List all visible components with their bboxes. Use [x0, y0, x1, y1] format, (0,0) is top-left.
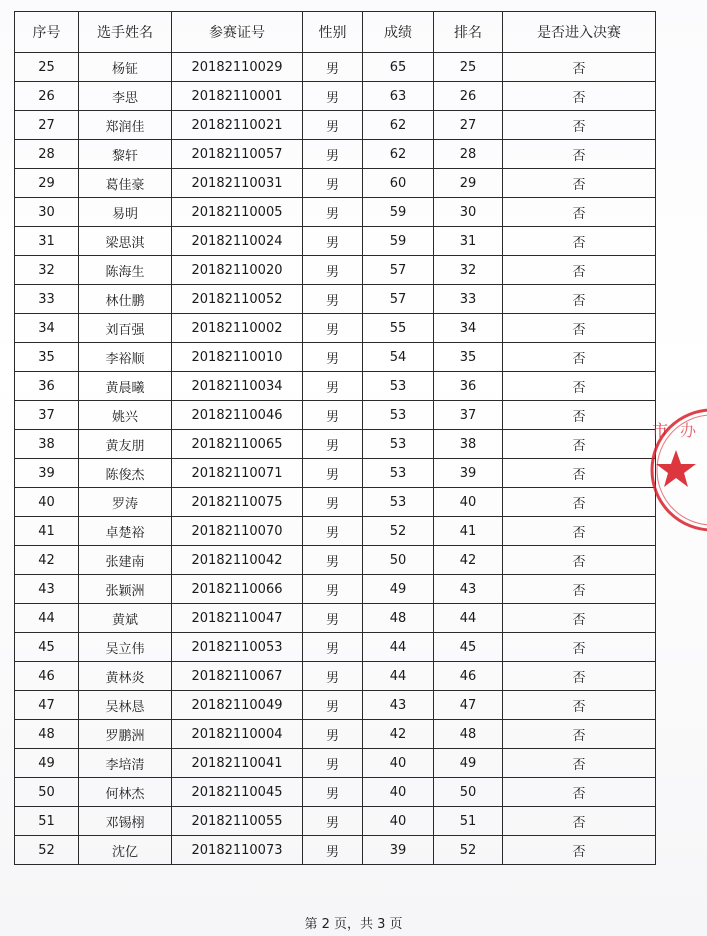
- cell-col-rank: 48: [434, 720, 503, 749]
- cell-col-index: 35: [15, 343, 79, 372]
- cell-col-score: 52: [363, 517, 434, 546]
- cell-col-final: 否: [503, 662, 656, 691]
- table-row: [15, 82, 656, 111]
- cell-col-id: 20182110053: [172, 633, 303, 662]
- cell-col-gender: 男: [303, 227, 363, 256]
- cell-col-rank: 52: [434, 836, 503, 865]
- cell-col-index: 33: [15, 285, 79, 314]
- cell-col-name: 陈海生: [79, 256, 172, 285]
- cell-col-name: 吴林恳: [79, 691, 172, 720]
- cell-col-score: 40: [363, 778, 434, 807]
- table-row: [15, 836, 656, 865]
- cell-col-score: 59: [363, 198, 434, 227]
- cell-col-score: 48: [363, 604, 434, 633]
- cell-col-score: 53: [363, 488, 434, 517]
- cell-col-id: 20182110070: [172, 517, 303, 546]
- cell-col-rank: 45: [434, 633, 503, 662]
- cell-col-score: 53: [363, 459, 434, 488]
- header-col-score: 成绩: [363, 12, 434, 53]
- cell-col-final: 否: [503, 343, 656, 372]
- cell-col-gender: 男: [303, 488, 363, 517]
- cell-col-index: 43: [15, 575, 79, 604]
- cell-col-name: 张颖洲: [79, 575, 172, 604]
- cell-col-id: 20182110021: [172, 111, 303, 140]
- cell-col-rank: 26: [434, 82, 503, 111]
- cell-col-final: 否: [503, 691, 656, 720]
- cell-col-gender: 男: [303, 256, 363, 285]
- table-row: [15, 401, 656, 430]
- cell-col-id: 20182110049: [172, 691, 303, 720]
- cell-col-gender: 男: [303, 53, 363, 82]
- cell-col-gender: 男: [303, 372, 363, 401]
- cell-col-id: 20182110066: [172, 575, 303, 604]
- cell-col-index: 29: [15, 169, 79, 198]
- cell-col-final: 否: [503, 314, 656, 343]
- cell-col-index: 38: [15, 430, 79, 459]
- cell-col-rank: 37: [434, 401, 503, 430]
- cell-col-final: 否: [503, 169, 656, 198]
- cell-col-score: 57: [363, 256, 434, 285]
- cell-col-score: 43: [363, 691, 434, 720]
- cell-col-rank: 30: [434, 198, 503, 227]
- cell-col-name: 罗涛: [79, 488, 172, 517]
- cell-col-name: 黄林炎: [79, 662, 172, 691]
- cell-col-rank: 28: [434, 140, 503, 169]
- cell-col-score: 53: [363, 372, 434, 401]
- cell-col-rank: 25: [434, 53, 503, 82]
- table-row: [15, 285, 656, 314]
- cell-col-index: 48: [15, 720, 79, 749]
- cell-col-score: 49: [363, 575, 434, 604]
- cell-col-name: 郑润佳: [79, 111, 172, 140]
- cell-col-name: 黄斌: [79, 604, 172, 633]
- cell-col-name: 杨钲: [79, 53, 172, 82]
- cell-col-rank: 31: [434, 227, 503, 256]
- cell-col-rank: 41: [434, 517, 503, 546]
- cell-col-rank: 29: [434, 169, 503, 198]
- cell-col-id: 20182110065: [172, 430, 303, 459]
- cell-col-score: 62: [363, 111, 434, 140]
- cell-col-final: 否: [503, 401, 656, 430]
- cell-col-final: 否: [503, 227, 656, 256]
- cell-col-index: 42: [15, 546, 79, 575]
- cell-col-id: 20182110005: [172, 198, 303, 227]
- cell-col-rank: 40: [434, 488, 503, 517]
- cell-col-final: 否: [503, 111, 656, 140]
- cell-col-rank: 36: [434, 372, 503, 401]
- cell-col-name: 刘百强: [79, 314, 172, 343]
- cell-col-name: 李裕顺: [79, 343, 172, 372]
- cell-col-id: 20182110004: [172, 720, 303, 749]
- cell-col-score: 62: [363, 140, 434, 169]
- table-row: [15, 633, 656, 662]
- table-body: [15, 53, 656, 865]
- cell-col-id: 20182110046: [172, 401, 303, 430]
- cell-col-id: 20182110010: [172, 343, 303, 372]
- svg-text:办: 办: [680, 421, 697, 440]
- cell-col-name: 李思: [79, 82, 172, 111]
- cell-col-gender: 男: [303, 111, 363, 140]
- table-row: [15, 256, 656, 285]
- cell-col-final: 否: [503, 749, 656, 778]
- cell-col-score: 44: [363, 662, 434, 691]
- cell-col-rank: 49: [434, 749, 503, 778]
- red-star-seal-icon: [640, 400, 707, 540]
- cell-col-name: 邓锡栩: [79, 807, 172, 836]
- cell-col-index: 26: [15, 82, 79, 111]
- cell-col-final: 否: [503, 575, 656, 604]
- cell-col-final: 否: [503, 720, 656, 749]
- table-row: [15, 807, 656, 836]
- table-row: [15, 546, 656, 575]
- cell-col-id: 20182110052: [172, 285, 303, 314]
- table-row: [15, 720, 656, 749]
- cell-col-index: 49: [15, 749, 79, 778]
- results-table: [14, 11, 656, 865]
- cell-col-score: 44: [363, 633, 434, 662]
- cell-col-id: 20182110002: [172, 314, 303, 343]
- header-col-id: 参赛证号: [172, 12, 303, 53]
- header-col-rank: 排名: [434, 12, 503, 53]
- header-col-index: 序号: [15, 12, 79, 53]
- cell-col-gender: 男: [303, 546, 363, 575]
- cell-col-final: 否: [503, 82, 656, 111]
- cell-col-gender: 男: [303, 575, 363, 604]
- cell-col-id: 20182110041: [172, 749, 303, 778]
- cell-col-rank: 46: [434, 662, 503, 691]
- table-row: [15, 778, 656, 807]
- cell-col-name: 罗鹏洲: [79, 720, 172, 749]
- cell-col-name: 沈亿: [79, 836, 172, 865]
- cell-col-name: 何林杰: [79, 778, 172, 807]
- table-row: [15, 343, 656, 372]
- cell-col-id: 20182110055: [172, 807, 303, 836]
- cell-col-id: 20182110031: [172, 169, 303, 198]
- cell-col-index: 28: [15, 140, 79, 169]
- cell-col-final: 否: [503, 546, 656, 575]
- table-row: [15, 430, 656, 459]
- cell-col-id: 20182110067: [172, 662, 303, 691]
- cell-col-id: 20182110042: [172, 546, 303, 575]
- cell-col-rank: 32: [434, 256, 503, 285]
- cell-col-id: 20182110024: [172, 227, 303, 256]
- cell-col-rank: 50: [434, 778, 503, 807]
- cell-col-id: 20182110047: [172, 604, 303, 633]
- cell-col-id: 20182110020: [172, 256, 303, 285]
- cell-col-rank: 43: [434, 575, 503, 604]
- cell-col-score: 53: [363, 401, 434, 430]
- cell-col-final: 否: [503, 778, 656, 807]
- cell-col-name: 李培清: [79, 749, 172, 778]
- cell-col-rank: 39: [434, 459, 503, 488]
- cell-col-gender: 男: [303, 604, 363, 633]
- cell-col-name: 林仕鹏: [79, 285, 172, 314]
- cell-col-final: 否: [503, 488, 656, 517]
- cell-col-score: 57: [363, 285, 434, 314]
- cell-col-gender: 男: [303, 140, 363, 169]
- cell-col-gender: 男: [303, 401, 363, 430]
- cell-col-rank: 34: [434, 314, 503, 343]
- cell-col-index: 37: [15, 401, 79, 430]
- cell-col-index: 51: [15, 807, 79, 836]
- table-row: [15, 662, 656, 691]
- cell-col-index: 52: [15, 836, 79, 865]
- cell-col-gender: 男: [303, 285, 363, 314]
- cell-col-id: 20182110075: [172, 488, 303, 517]
- cell-col-score: 55: [363, 314, 434, 343]
- seal-text: 市: [652, 421, 669, 440]
- cell-col-id: 20182110034: [172, 372, 303, 401]
- cell-col-gender: 男: [303, 633, 363, 662]
- cell-col-gender: 男: [303, 807, 363, 836]
- cell-col-index: 36: [15, 372, 79, 401]
- cell-col-name: 易明: [79, 198, 172, 227]
- cell-col-id: 20182110071: [172, 459, 303, 488]
- cell-col-name: 张建南: [79, 546, 172, 575]
- cell-col-index: 50: [15, 778, 79, 807]
- cell-col-id: 20182110029: [172, 53, 303, 82]
- cell-col-gender: 男: [303, 662, 363, 691]
- cell-col-index: 30: [15, 198, 79, 227]
- table-header-row: [15, 12, 656, 53]
- table-row: [15, 314, 656, 343]
- cell-col-index: 39: [15, 459, 79, 488]
- cell-col-gender: 男: [303, 82, 363, 111]
- cell-col-name: 黄晨曦: [79, 372, 172, 401]
- cell-col-index: 46: [15, 662, 79, 691]
- cell-col-final: 否: [503, 459, 656, 488]
- cell-col-index: 32: [15, 256, 79, 285]
- cell-col-final: 否: [503, 604, 656, 633]
- header-col-name: 选手姓名: [79, 12, 172, 53]
- cell-col-final: 否: [503, 807, 656, 836]
- cell-col-gender: 男: [303, 517, 363, 546]
- cell-col-name: 陈俊杰: [79, 459, 172, 488]
- cell-col-score: 65: [363, 53, 434, 82]
- cell-col-score: 60: [363, 169, 434, 198]
- cell-col-gender: 男: [303, 691, 363, 720]
- table-row: [15, 111, 656, 140]
- header-col-gender: 性别: [303, 12, 363, 53]
- cell-col-id: 20182110073: [172, 836, 303, 865]
- cell-col-final: 否: [503, 140, 656, 169]
- cell-col-score: 42: [363, 720, 434, 749]
- cell-col-index: 40: [15, 488, 79, 517]
- cell-col-final: 否: [503, 836, 656, 865]
- cell-col-score: 53: [363, 430, 434, 459]
- cell-col-final: 否: [503, 198, 656, 227]
- cell-col-gender: 男: [303, 778, 363, 807]
- table-row: [15, 749, 656, 778]
- cell-col-name: 卓楚裕: [79, 517, 172, 546]
- cell-col-gender: 男: [303, 314, 363, 343]
- cell-col-id: 20182110057: [172, 140, 303, 169]
- cell-col-index: 41: [15, 517, 79, 546]
- table-row: [15, 517, 656, 546]
- cell-col-final: 否: [503, 285, 656, 314]
- cell-col-name: 吴立伟: [79, 633, 172, 662]
- cell-col-score: 40: [363, 807, 434, 836]
- cell-col-index: 34: [15, 314, 79, 343]
- table-row: [15, 140, 656, 169]
- cell-col-rank: 35: [434, 343, 503, 372]
- cell-col-rank: 38: [434, 430, 503, 459]
- cell-col-final: 否: [503, 430, 656, 459]
- cell-col-score: 40: [363, 749, 434, 778]
- cell-col-score: 63: [363, 82, 434, 111]
- cell-col-rank: 47: [434, 691, 503, 720]
- cell-col-index: 25: [15, 53, 79, 82]
- table-row: [15, 459, 656, 488]
- table-row: [15, 53, 656, 82]
- cell-col-gender: 男: [303, 749, 363, 778]
- header-col-final: 是否进入决赛: [503, 12, 656, 53]
- cell-col-index: 45: [15, 633, 79, 662]
- cell-col-final: 否: [503, 517, 656, 546]
- cell-col-gender: 男: [303, 430, 363, 459]
- cell-col-name: 梁思淇: [79, 227, 172, 256]
- cell-col-gender: 男: [303, 720, 363, 749]
- cell-col-id: 20182110001: [172, 82, 303, 111]
- cell-col-gender: 男: [303, 343, 363, 372]
- table-row: [15, 169, 656, 198]
- cell-col-rank: 33: [434, 285, 503, 314]
- cell-col-index: 27: [15, 111, 79, 140]
- page-footer: 第 2 页，共 3 页: [304, 917, 403, 932]
- cell-col-rank: 51: [434, 807, 503, 836]
- cell-col-index: 47: [15, 691, 79, 720]
- cell-col-score: 50: [363, 546, 434, 575]
- official-seal: [640, 400, 707, 540]
- cell-col-score: 54: [363, 343, 434, 372]
- cell-col-final: 否: [503, 256, 656, 285]
- cell-col-name: 黄友朋: [79, 430, 172, 459]
- cell-col-rank: 42: [434, 546, 503, 575]
- cell-col-name: 葛佳豪: [79, 169, 172, 198]
- table-row: [15, 488, 656, 517]
- cell-col-gender: 男: [303, 198, 363, 227]
- table-row: [15, 604, 656, 633]
- cell-col-rank: 27: [434, 111, 503, 140]
- cell-col-score: 59: [363, 227, 434, 256]
- cell-col-gender: 男: [303, 459, 363, 488]
- cell-col-name: 姚兴: [79, 401, 172, 430]
- cell-col-final: 否: [503, 372, 656, 401]
- table-row: [15, 227, 656, 256]
- cell-col-rank: 44: [434, 604, 503, 633]
- table-row: [15, 372, 656, 401]
- cell-col-final: 否: [503, 633, 656, 662]
- cell-col-gender: 男: [303, 836, 363, 865]
- table-row: [15, 198, 656, 227]
- cell-col-final: 否: [503, 53, 656, 82]
- table-row: [15, 691, 656, 720]
- table-row: [15, 575, 656, 604]
- cell-col-gender: 男: [303, 169, 363, 198]
- cell-col-score: 39: [363, 836, 434, 865]
- cell-col-index: 31: [15, 227, 79, 256]
- cell-col-index: 44: [15, 604, 79, 633]
- cell-col-name: 黎轩: [79, 140, 172, 169]
- cell-col-id: 20182110045: [172, 778, 303, 807]
